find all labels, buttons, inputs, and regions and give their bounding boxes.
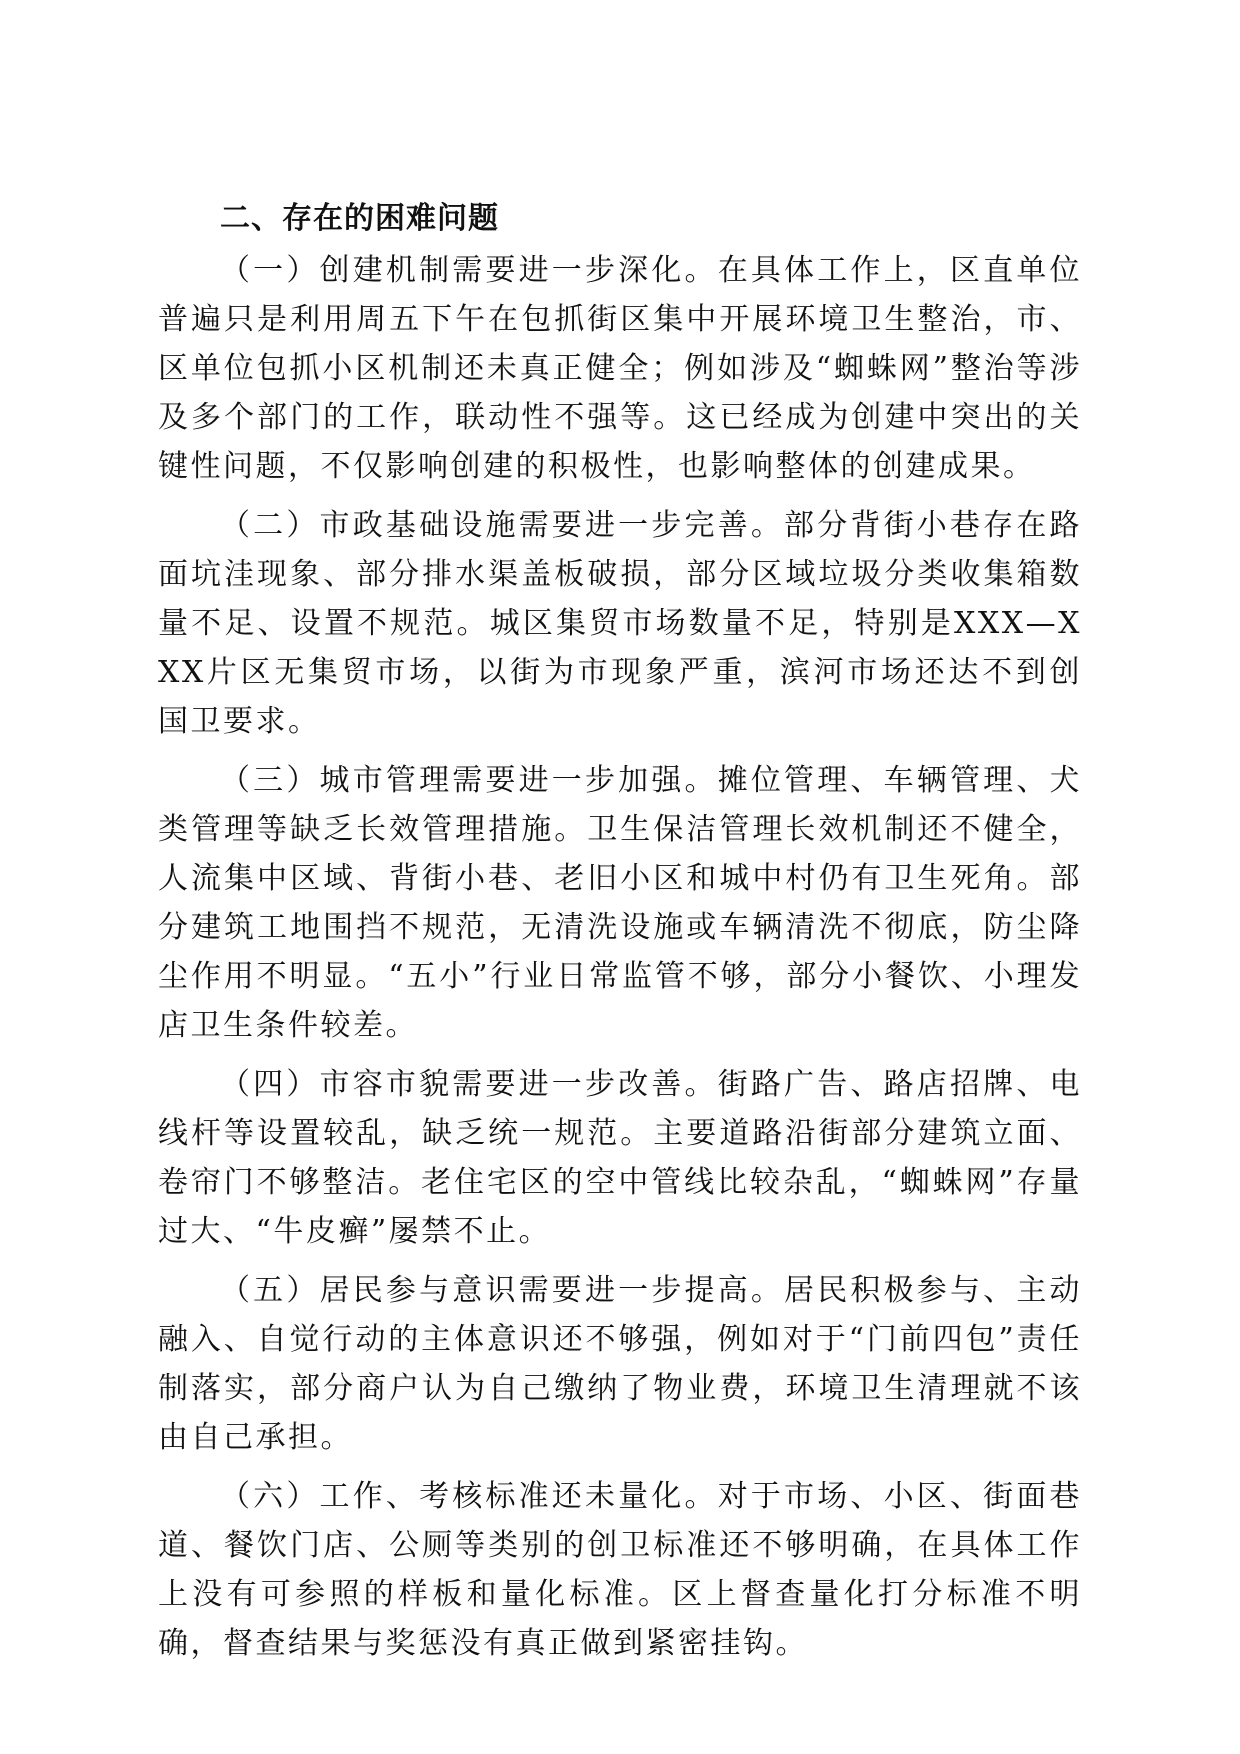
paragraph-mechanism: （一）创建机制需要进一步深化。在具体工作上，区直单位普遍只是利用周五下午在包抓街区集中开展环境卫生整治，市、区单位包抓小区机制还未真正健全；例如涉及“蜘蛛网”整治等涉及多个部门的工作，联动性不强等。这已经成为创建中突出的关键性问题，不仅影响创建的积极性，也影响整体的创建成果。 [158, 253, 1082, 484]
paragraph-resident-participation: （五）居民参与意识需要进一步提高。居民积极参与、主动融入、自觉行动的主体意识还不够强，例如对于“门前四包”责任制落实，部分商户认为自己缴纳了物业费，环境卫生清理就不该由自己承担。 [158, 1273, 1082, 1455]
paragraph-city-appearance: （四）市容市貌需要进一步改善。街路广告、路店招牌、电线杆等设置较乱，缺乏统一规范。主要道路沿街部分建筑立面、卷帘门不够整洁。老住宅区的空中管线比较杂乱，“蜘蛛网”存量过大、“牛皮癣”屡禁不止。 [158, 1067, 1082, 1249]
paragraph-city-management: （三）城市管理需要进一步加强。摊位管理、车辆管理、犬类管理等缺乏长效管理措施。卫生保洁管理长效机制还不健全，人流集中区域、背街小巷、老旧小区和城中村仍有卫生死角。部分建筑工地围挡不规范，无清洗设施或车辆清洗不彻底，防尘降尘作用不明显。“五小”行业日常监管不够，部分小餐饮、小理发店卫生条件较差。 [158, 763, 1082, 1043]
paragraph-infrastructure: （二）市政基础设施需要进一步完善。部分背街小巷存在路面坑洼现象、部分排水渠盖板破损，部分区域垃圾分类收集箱数量不足、设置不规范。城区集贸市场数量不足，特别是XXX—XXX片区无集贸市场，以街为市现象严重，滨河市场还达不到创国卫要求。 [158, 508, 1082, 739]
paragraph-evaluation-standards: （六）工作、考核标准还未量化。对于市场、小区、街面巷道、餐饮门店、公厕等类别的创卫标准还不够明确，在具体工作上没有可参照的样板和量化标准。区上督查量化打分标准不明确，督查结果与奖惩没有真正做到紧密挂钩。 [158, 1479, 1082, 1661]
document-body [158, 198, 1082, 1678]
section-heading: 二、存在的困难问题 [220, 201, 499, 236]
